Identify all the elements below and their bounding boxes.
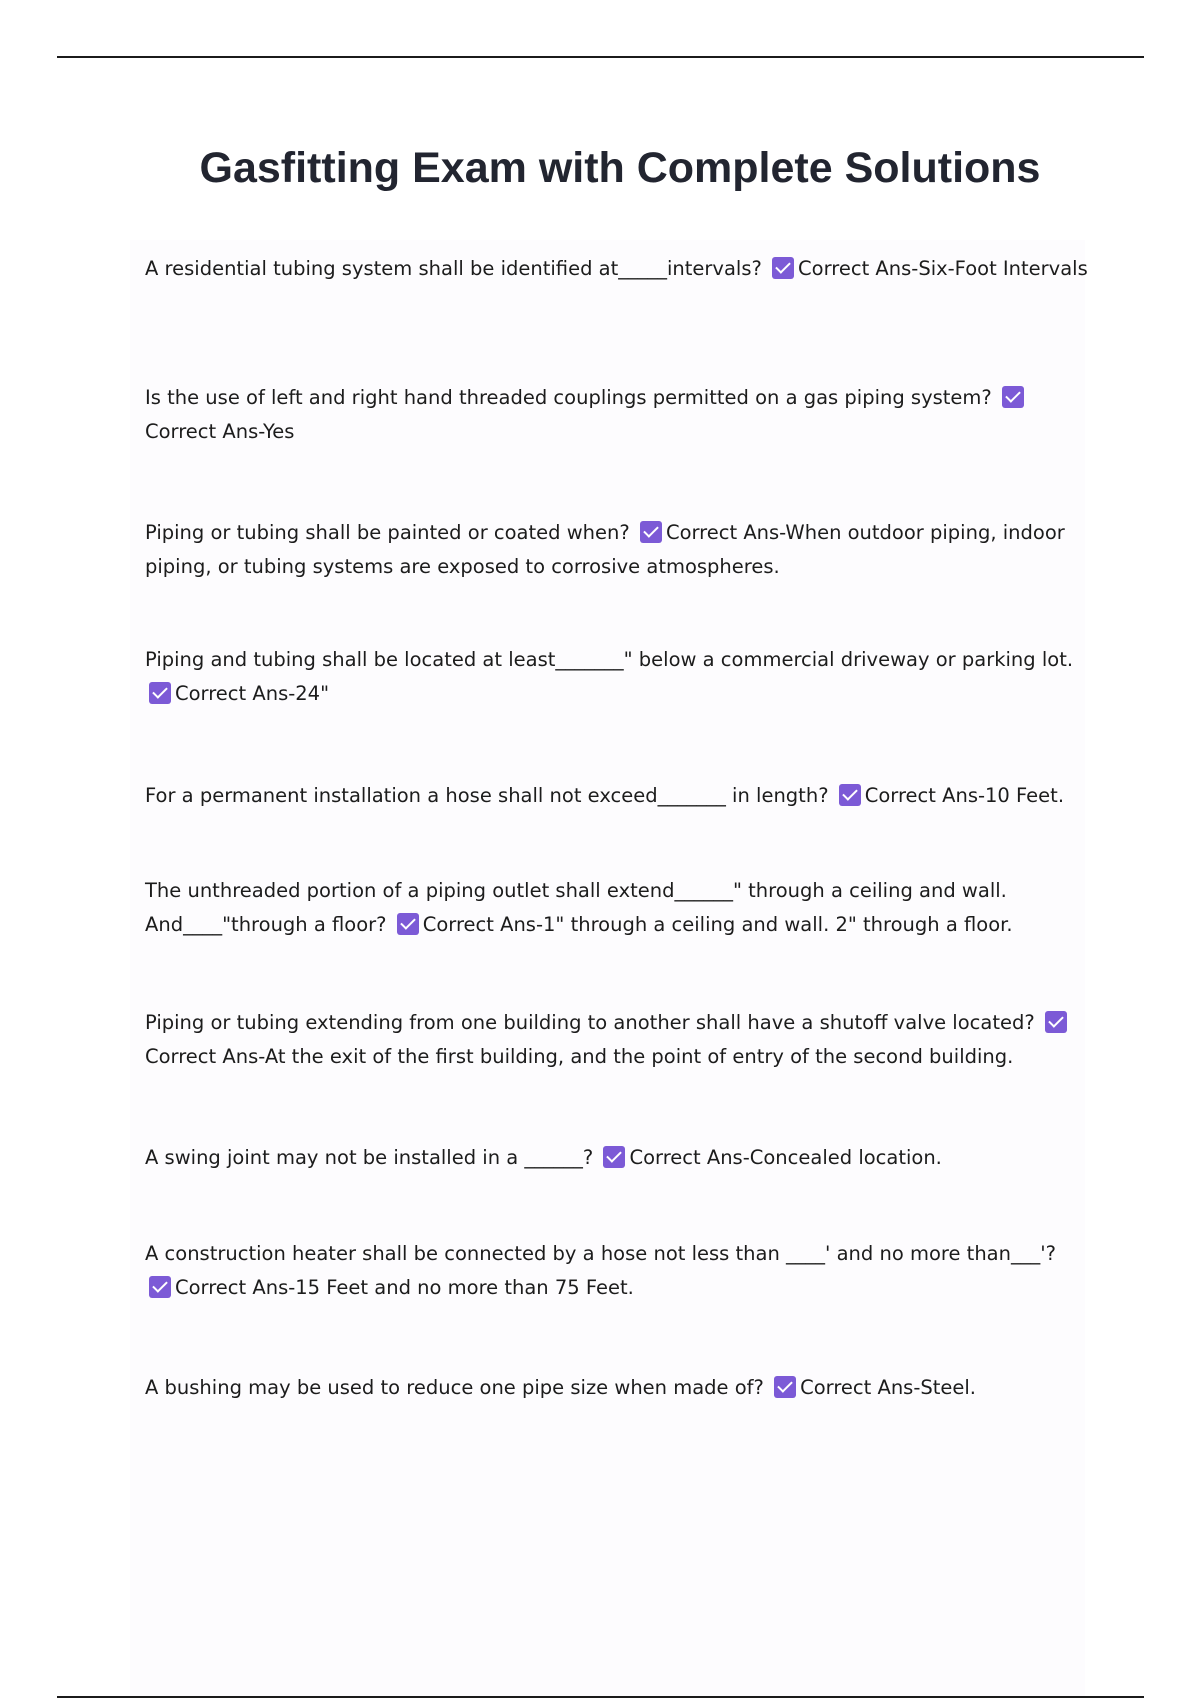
checkbox-checked-icon [1045, 1011, 1067, 1033]
bottom-divider [57, 1696, 1144, 1698]
checkbox-checked-icon [774, 1376, 796, 1398]
question-text: A bushing may be used to reduce one pipe size when made of? [145, 1376, 764, 1399]
checkbox-checked-icon [839, 784, 861, 806]
question-text: A residential tubing system shall be identified at_____intervals? [145, 257, 762, 280]
page-title: Gasfitting Exam with Complete Solutions [199, 144, 1041, 192]
qa-item-3 [145, 516, 1090, 584]
top-divider [57, 56, 1144, 58]
content-area [130, 240, 1085, 1696]
qa-item-6 [145, 874, 1090, 942]
question-text: Piping and tubing shall be located at least_______" below a commercial driveway or parking lot. [145, 648, 1074, 671]
qa-item-10 [145, 1371, 1090, 1405]
answer-text: Correct Ans-Six-Foot Intervals [798, 257, 1088, 280]
answer-text: Correct Ans-Yes [145, 420, 295, 443]
answer-text: Correct Ans-1" through a ceiling and wall. 2" through a floor. [422, 913, 1013, 936]
question-text: Is the use of left and right hand threaded couplings permitted on a gas piping system? [145, 386, 992, 409]
qa-item-4 [145, 643, 1090, 711]
checkbox-checked-icon [603, 1146, 625, 1168]
answer-text: Correct Ans-When outdoor piping, indoor piping, or tubing systems are exposed to corrosive atmospheres. [145, 521, 1065, 578]
qa-item-2 [145, 381, 1090, 449]
answer-text: Correct Ans-At the exit of the first building, and the point of entry of the second building. [145, 1045, 1014, 1068]
qa-item-1 [145, 252, 1090, 286]
checkbox-checked-icon [149, 1276, 171, 1298]
checkbox-checked-icon [640, 521, 662, 543]
question-text: For a permanent installation a hose shall not exceed_______ in length? [145, 784, 829, 807]
question-text: The unthreaded portion of a piping outlet shall extend______" through a ceiling and wall. And____"through a floor? [145, 879, 1007, 936]
checkbox-checked-icon [1002, 386, 1024, 408]
question-text: A construction heater shall be connected by a hose not less than ____' and no more than___'? [145, 1242, 1056, 1265]
answer-text: Correct Ans-10 Feet. [864, 784, 1065, 807]
answer-text: Correct Ans-Concealed location. [629, 1146, 942, 1169]
qa-item-8 [145, 1141, 1090, 1175]
question-text: Piping or tubing extending from one building to another shall have a shutoff valve located? [145, 1011, 1035, 1034]
checkbox-checked-icon [772, 257, 794, 279]
qa-item-7 [145, 1006, 1090, 1074]
checkbox-checked-icon [397, 913, 419, 935]
question-text: A swing joint may not be installed in a ______? [145, 1146, 594, 1169]
question-text: Piping or tubing shall be painted or coated when? [145, 521, 630, 544]
answer-text: Correct Ans-15 Feet and no more than 75 Feet. [175, 1276, 634, 1299]
qa-item-9 [145, 1237, 1090, 1305]
answer-text: Correct Ans-24" [175, 682, 330, 705]
checkbox-checked-icon [149, 682, 171, 704]
answer-text: Correct Ans-Steel. [800, 1376, 977, 1399]
qa-item-5 [145, 779, 1090, 813]
